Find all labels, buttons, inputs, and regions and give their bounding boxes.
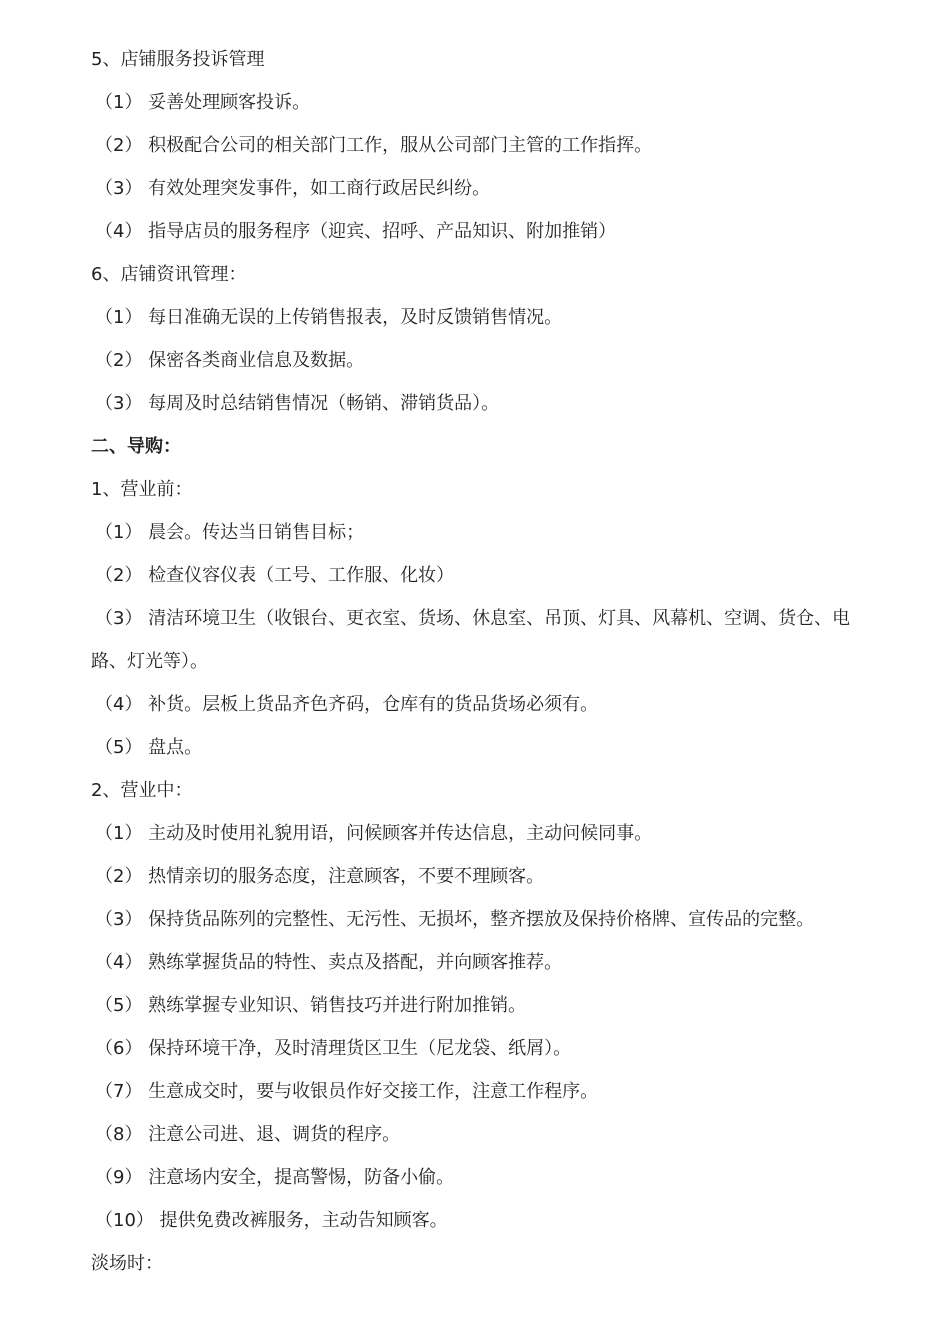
list-item: （8） 注意公司进、退、调货的程序。 [95,1124,401,1145]
list-item: （3） 清洁环境卫生（收银台、更衣室、货场、休息室、吊顶、灯具、风幕机、空调、货仓、电 [95,608,851,629]
list-item-continuation: 路、灯光等）。 [91,651,208,672]
list-item: （5） 盘点。 [95,737,203,758]
list-item: （9） 注意场内安全，提高警惕，防备小偷。 [95,1167,455,1188]
chapter-heading: 二、导购： [91,436,181,457]
list-item: （7） 生意成交时，要与收银员作好交接工作，注意工作程序。 [95,1081,599,1102]
list-item: （4） 补货。层板上货品齐色齐码，仓库有的货品货场必须有。 [95,694,599,715]
list-item: （4） 指导店员的服务程序（迎宾、招呼、产品知识、附加推销） [95,221,617,242]
section-title: 淡场时： [91,1253,163,1274]
list-item: （3） 有效处理突发事件，如工商行政居民纠纷。 [95,178,491,199]
list-item: （2） 积极配合公司的相关部门工作，服从公司部门主管的工作指挥。 [95,135,653,156]
document-body [91,38,903,1285]
list-item: （1） 每日准确无误的上传销售报表，及时反馈销售情况。 [95,307,563,328]
list-item: （3） 保持货品陈列的完整性、无污性、无损坏，整齐摆放及保持价格牌、宣传品的完整。 [95,909,815,930]
list-item: （2） 热情亲切的服务态度，注意顾客，不要不理顾客。 [95,866,545,887]
section-title: 2、营业中： [91,780,193,801]
section-title: 5、店铺服务投诉管理 [91,49,265,70]
list-item: （1） 妥善处理顾客投诉。 [95,92,311,113]
list-item: （2） 保密各类商业信息及数据。 [95,350,365,371]
list-item: （2） 检查仪容仪表（工号、工作服、化妆） [95,565,455,586]
list-item: （10） 提供免费改裤服务，主动告知顾客。 [95,1210,448,1231]
list-item: （6） 保持环境干净，及时清理货区卫生（尼龙袋、纸屑）。 [95,1038,572,1059]
section-title: 6、店铺资讯管理： [91,264,247,285]
list-item: （1） 主动及时使用礼貌用语，问候顾客并传达信息，主动问候同事。 [95,823,653,844]
list-item: （1） 晨会。传达当日销售目标； [95,522,365,543]
list-item: （5） 熟练掌握专业知识、销售技巧并进行附加推销。 [95,995,527,1016]
list-item: （3） 每周及时总结销售情况（畅销、滞销货品）。 [95,393,500,414]
section-title: 1、营业前： [91,479,193,500]
list-item: （4） 熟练掌握货品的特性、卖点及搭配，并向顾客推荐。 [95,952,563,973]
